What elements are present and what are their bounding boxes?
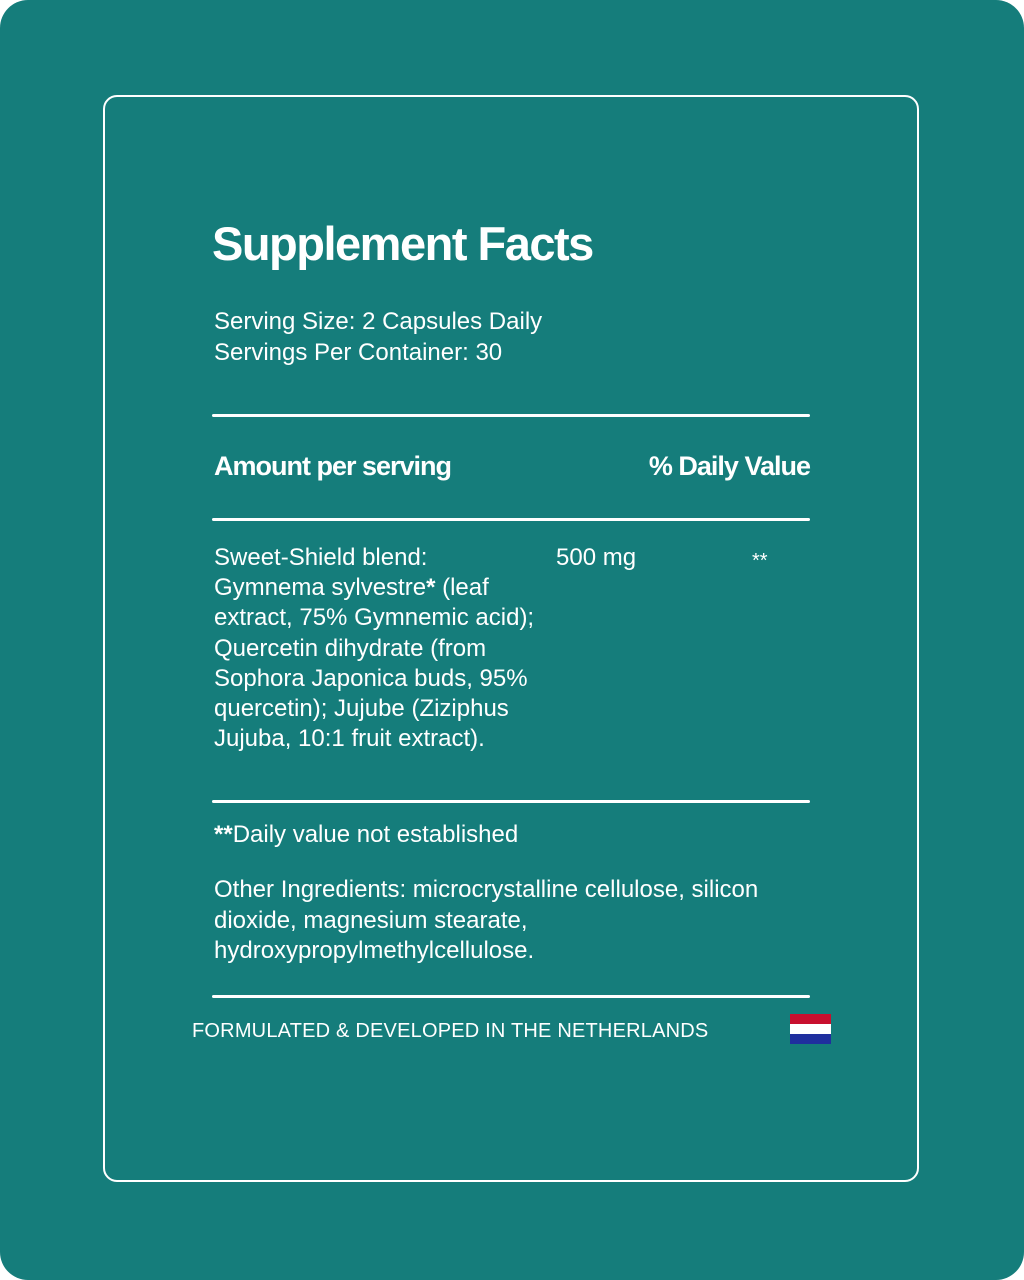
- ingredient-name-part-1: Sweet-Shield blend: Gymnema sylvestre: [214, 544, 428, 602]
- other-ingredients: Other Ingredients: microcrystalline cellulose, silicon dioxide, magnesium stearate, hydroxypropylmethylcellulose.: [214, 876, 759, 964]
- daily-value-header: % Daily Value: [648, 451, 810, 481]
- footnote-text: Daily value not established: [232, 821, 519, 848]
- label-title: Supplement Facts: [212, 217, 593, 270]
- origin-statement: FORMULATED & DEVELOPED IN THE NETHERLANDS: [192, 1020, 709, 1042]
- ingredient-name-part-2: (leaf extract, 75% Gymnemic acid); Quercetin dihydrate (from Sophora Japonica buds, 95% quercetin); Jujube (Ziziphus Jujuba, 10:1 fruit extract).: [214, 574, 535, 753]
- flag-white-stripe: [790, 1024, 831, 1034]
- flag-red-stripe: [790, 1014, 831, 1024]
- ingredient-asterisk: *: [426, 574, 436, 602]
- footnote-mark: **: [214, 821, 233, 848]
- divider-top: [212, 414, 810, 417]
- ingredient-daily-value: **: [752, 550, 768, 572]
- serving-info: [214, 306, 542, 368]
- amount-per-serving-header: Amount per serving: [214, 451, 452, 481]
- serving-size: Serving Size: 2 Capsules Daily: [214, 308, 543, 335]
- divider-header: [212, 518, 810, 521]
- netherlands-flag-icon: [790, 1014, 831, 1044]
- flag-blue-stripe: [790, 1034, 831, 1044]
- divider-ingredients: [212, 800, 810, 803]
- ingredient-amount: 500 mg: [556, 544, 637, 571]
- servings-per-container: Servings Per Container: 30: [214, 339, 503, 366]
- ingredient-description: [214, 543, 544, 754]
- daily-value-footnote: [214, 819, 518, 850]
- divider-bottom: [212, 995, 810, 998]
